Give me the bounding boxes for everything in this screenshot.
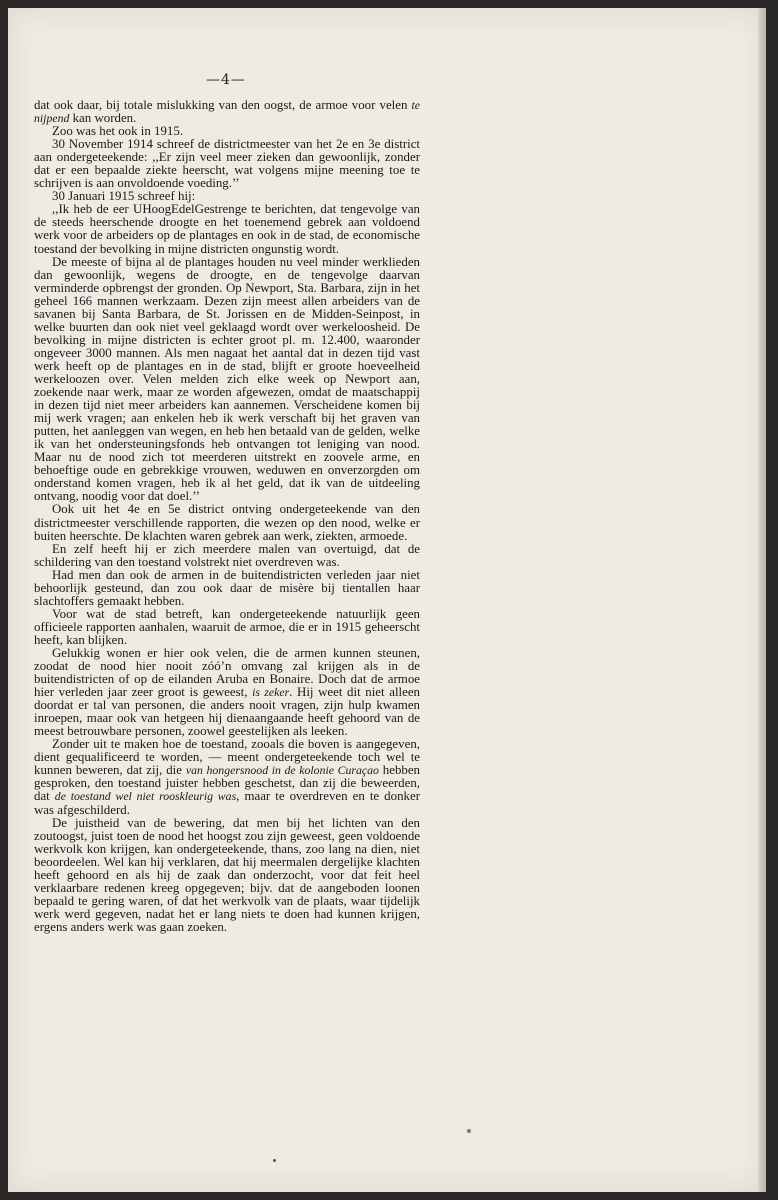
paragraph xyxy=(34,203,420,255)
paragraph xyxy=(34,569,420,608)
text-run: De meeste of bijna al de plantages houden nu veel minder werklieden dan gewoonlijk, wegens de droogte, en de tengevolge daarvan verminderde opbrengst der gronden. Op Newport, Sta. Barbara, zijn in het geheel 166 mannen werkzaam. Dezen zijn meest allen arbeiders van de savanen bij Santa Barbara, de St. Jorissen en de Midden-Seinpost, in welke buurten dan ook niet veel geklaagd wordt over werkeloosheid. De bevolking in mijne districten is echter groot pl. m. 12.400, waaronder ongeveer 3000 mannen. Als men nagaat het aantal dat in dezen tijd vast werk heeft op de plantages en in de stad, blijft er groote hoeveelheid werkeloozen over. Velen melden zich elke week op Newport aan, zoekende naar werk, maar ze worden afgewezen, omdat de maatschappij in dezen tijd niet meer arbeiders kan aannemen. Verscheidene komen bij mij werk vragen; aan enkelen heb ik werk verschaft bij het graven van putten, het aanleggen van wegen, en heb hen betaald van de gelden, welke ik van het ondersteuningsfonds heb ontvangen tot leniging van nood. Maar nu de nood zich tot meerderen uitstrekt en zoovele arme, en behoeftige oude en gebrekkige vrouwen, weduwen en onverzorgden om onderstand komen vragen, heb ik al het geld, dat ik van de uitdeeling ontvang, noodig voor dat doel.’’ xyxy=(34,254,420,504)
italic-text: van hongersnood in de kolonie Curaçao xyxy=(185,763,379,778)
paper-speck xyxy=(467,1129,471,1133)
body-text xyxy=(34,99,420,934)
italic-text: te nijpend xyxy=(34,98,420,126)
paragraph xyxy=(34,138,420,190)
paragraph xyxy=(34,99,420,125)
text-run: 30 November 1914 schreef de districtmeester van het 2e en 3e district aan ondergeteekende: ,,Er zijn veel meer zieken dan gewoonlijk, zonder dat er een bepaalde ziekte heerscht, wat volgens mijne meening toe te schrijven is aan onvoldoende voeding.’’ xyxy=(34,137,420,191)
italic-text: is zeker xyxy=(252,685,290,700)
text-run: dat ook daar, bij totale mislukking van den oogst, de armoe voor velen xyxy=(34,98,412,112)
text-run: ,,Ik heb de eer UHoogEdelGestrenge te berichten, dat tengevolge van de steeds heerschende droogte en het toenemend gebrek aan voldoend werk voor de arbeiders op de plantages en ook in de stad, de economische toestand der bevolking in mijne districten ongunstig wordt. xyxy=(34,202,420,256)
paragraph xyxy=(34,503,420,542)
paragraph xyxy=(34,817,420,934)
text-run: kan worden. xyxy=(69,111,137,126)
text-run: Had men dan ook de armen in de buitendistricten verleden jaar niet behoorlijk gesteund, dan zou ook daar de misère bij tientallen haar slachtoffers gemaakt hebben. xyxy=(34,567,420,608)
italic-text: de toestand wel niet rooskleurig was xyxy=(54,789,237,804)
page-number: —4— xyxy=(206,72,246,88)
text-run: Zoo was het ook in 1915. xyxy=(52,124,184,139)
text-run: Gelukkig wonen er hier ook velen, die de armen kunnen steunen, zoodat de nood hier nooit zóó’n omvang zal krijgen als in de buitendistricten of op de eilanden Aruba en Bonaire. Doch dat de armoe hier verleden jaar zeer groot is geweest, xyxy=(34,645,420,700)
paper-speck xyxy=(273,1159,276,1162)
text-run: , maar te overdreven en te donker was afgeschilderd. xyxy=(34,789,420,817)
paragraph xyxy=(34,608,420,647)
paragraph xyxy=(34,647,420,738)
paragraph xyxy=(34,256,420,504)
text-run: De juistheid van de bewering, dat men bij het lichten van den zoutoogst, juist toen de nood het hoogst zou zijn geweest, geen voldoende werkvolk kon krijgen, kan ondergeteekende, thans, zoo lang na dien, niet beoordeelen. Wel kan hij verklaren, dat hij meermalen dergelijke klachten heeft gehoord en als hij de zaak dan onderzocht, voor dat feit heel verklaarbare redenen kreeg opgegeven; bijv. dat de aangeboden loonen bepaald te gering waren, of dat het werkvolk van de plaats, waar tijdelijk werk werd gegeven, nadat het er lang niets te doen had kunnen krijgen, ergens anders werk was gaan zoeken. xyxy=(34,815,420,934)
text-run: Voor wat de stad betreft, kan ondergeteekende natuurlijk geen officieele rapporten aanhalen, waaruit de armoe, die er in 1915 geheerscht heeft, kan blijken. xyxy=(34,606,420,647)
text-run: . Hij weet dit niet alleen doordat er tal van personen, die anders nooit vragen, zijn hulp kwamen inroepen, maar ook van hetgeen hij dienaangaande heeft gehoord van de meest betrouwbare personen, zoowel geestelijken als leeken. xyxy=(34,685,420,739)
text-run: 30 Januari 1915 schreef hij: xyxy=(52,189,196,204)
page-edge xyxy=(758,8,766,1192)
document-page xyxy=(8,8,766,1192)
paragraph xyxy=(34,738,420,816)
text-run: En zelf heeft hij er zich meerdere malen van overtuigd, dat de schildering van den toestand volstrekt niet overdreven was. xyxy=(34,541,420,569)
text-run: Zonder uit te maken hoe de toestand, zooals die boven is aangegeven, dient gequalificeerd te worden, — meent ondergeteekende toch wel te kunnen beweren, dat zij, die xyxy=(34,737,420,778)
paragraph xyxy=(34,543,420,569)
text-run: Ook uit het 4e en 5e district ontving ondergeteekende van den districtmeester verschillende rapporten, die wezen op den nood, welke er buiten heerschte. De klachten waren gebrek aan werk, ziekten, armoede. xyxy=(34,502,420,543)
text-run: hebben gesproken, den toestand juister hebben geschetst, dan zij die beweerden, dat xyxy=(34,763,420,804)
